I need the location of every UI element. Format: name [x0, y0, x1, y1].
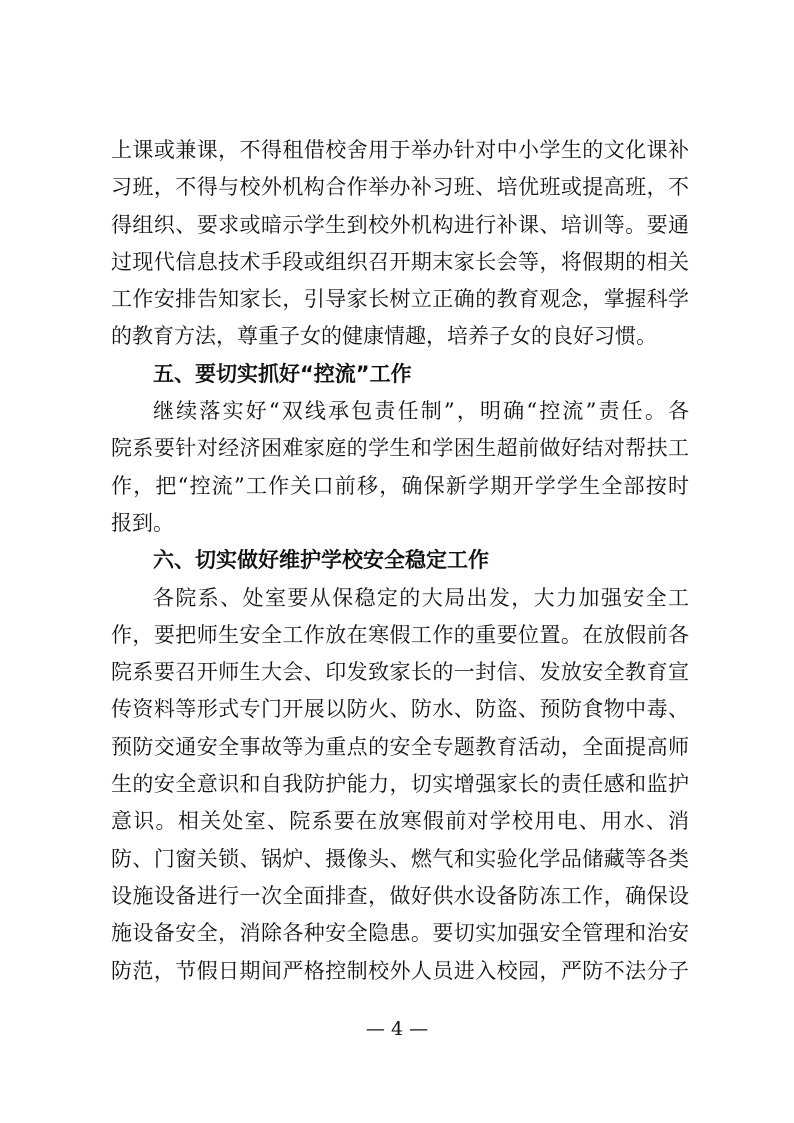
paragraph-line: 的教育方法，尊重子女的健康情趣，培养子女的良好习惯。 — [111, 324, 657, 349]
paragraph-line: 上课或兼课，不得租借校舍用于举办针对中小学生的文化课补 — [111, 138, 689, 162]
paragraph-line: 设施设备进行一次全面排查，做好供水设备防冻工作，确保设 — [111, 883, 689, 908]
paragraph-line: 传资料等形式专门开展以防火、防水、防盗、预防食物中毒、 — [111, 697, 689, 722]
paragraph-line: 作，要把师生安全工作放在寒假工作的重要位置。在放假前各 — [111, 622, 689, 647]
paragraph-line: 各院系、处室要从保稳定的大局出发，大力加强安全工 — [153, 585, 689, 610]
paragraph-line: 院系要召开师生大会、印发致家长的一封信、发放安全教育宣 — [111, 660, 689, 685]
section-heading: 六、切实做好维护学校安全稳定工作 — [153, 548, 489, 573]
paragraph-line: 习班，不得与校外机构合作举办补习班、培优班或提高班，不 — [111, 175, 689, 200]
paragraph-line: 预防交通安全事故等为重点的安全专题教育活动，全面提高师 — [111, 734, 689, 759]
paragraph-line: 作，把“控流”工作关口前移，确保新学期开学学生全部按时 — [111, 473, 689, 498]
paragraph-line: 过现代信息技术手段或组织召开期末家长会等，将假期的相关 — [111, 249, 689, 274]
paragraph-line: 施设备安全，消除各种安全隐患。要切实加强安全管理和治安 — [111, 921, 689, 946]
paragraph-line: 工作安排告知家长，引导家长树立正确的教育观念，掌握科学 — [111, 287, 689, 312]
paragraph-line: 意识。相关处室、院系要在放寒假前对学校用电、用水、消 — [111, 809, 689, 834]
paragraph-line: 继续落实好“双线承包责任制”，明确“控流”责任。各 — [153, 399, 689, 424]
paragraph-line: 防范，节假日期间严格控制校外人员进入校园，严防不法分子 — [111, 958, 689, 983]
paragraph-line: 得组织、要求或暗示学生到校外机构进行补课、培训等。要通 — [111, 212, 689, 237]
section-heading: 五、要切实抓好“控流”工作 — [153, 361, 412, 386]
paragraph-line: 防、门窗关锁、锅炉、摄像头、燃气和实验化学品储藏等各类 — [111, 846, 689, 871]
paragraph-line: 报到。 — [111, 510, 174, 535]
document-body — [111, 132, 689, 990]
page-number: — 4 — — [365, 1018, 429, 1040]
paragraph-line: 院系要针对经济困难家庭的学生和学困生超前做好结对帮扶工 — [111, 436, 689, 461]
paragraph-line: 生的安全意识和自我防护能力，切实增强家长的责任感和监护 — [111, 772, 689, 797]
